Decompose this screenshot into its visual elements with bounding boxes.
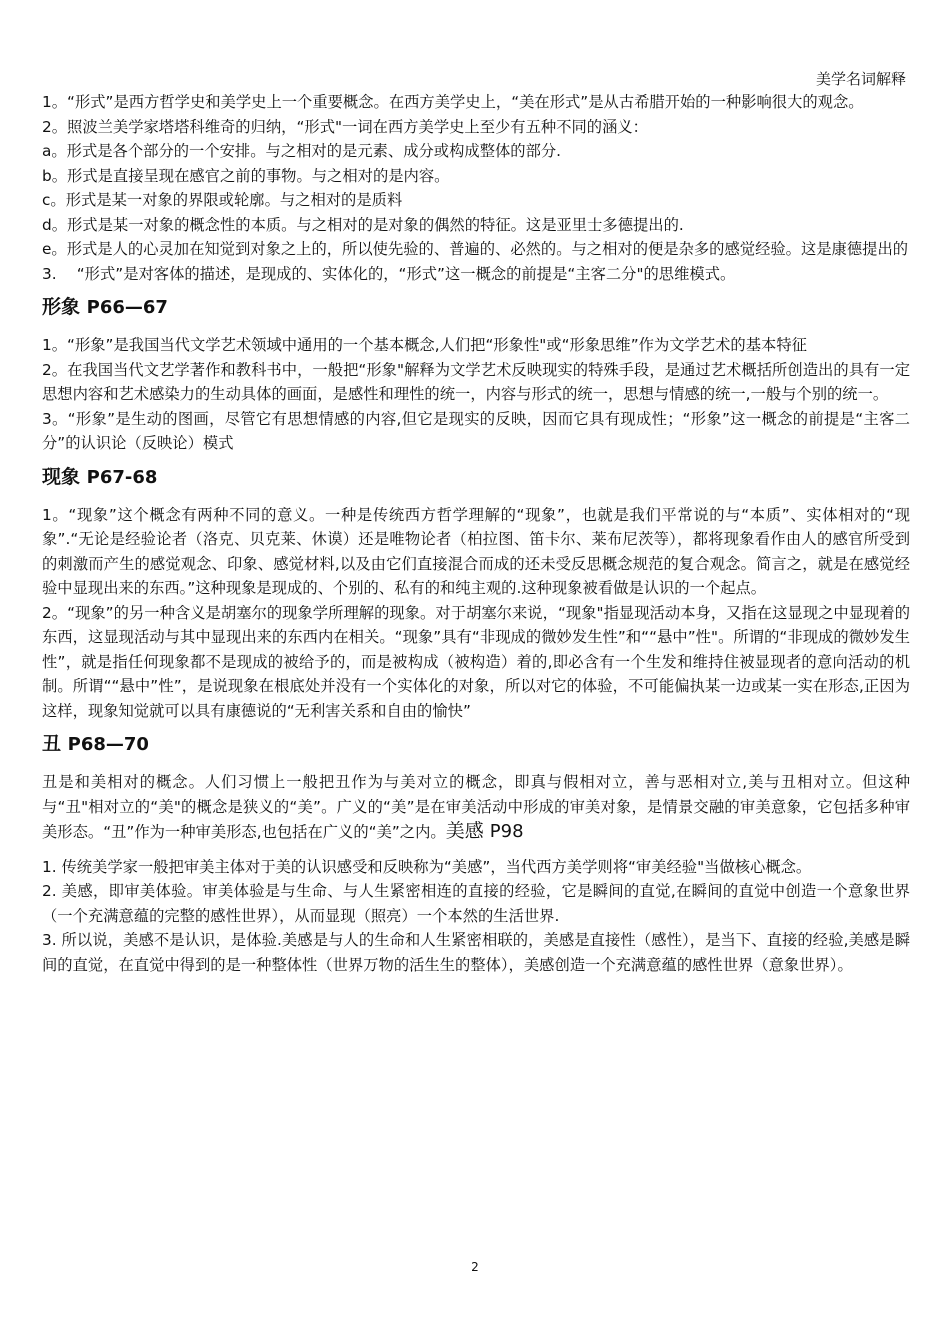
form-paragraph-3: 3. “形式”是对客体的描述，是现成的、实体化的，“形式”这一概念的前提是“主客二分"的思维模式。	[42, 264, 736, 283]
phenomenon-paragraph-2: 2。“现象”的另一种含义是胡塞尔的现象学所理解的现象。对于胡塞尔来说，“现象"指显现活动本身，又指在这显现之中显现着的东西，这显现活动与其中显现出来的东西内在相关。“现象”具有“非现成的微妙发生性”和““悬中”性"。所谓的“非现成的微妙发生性”，就是指任何现象都不是现成的被给予的，而是被构成（被构造）着的,即必含有一个生发和维持住被显现者的意向活动的机制。所谓““悬中”性”，是说现象在根底处并没有一个实体化的对象，所以对它的体验，不可能偏执某一边或某一实在形态,正因为这样，现象知觉就可以具有康德说的“无利害关系和自由的愉快”	[42, 603, 910, 720]
document-header-title: 美学名词解释	[815, 70, 906, 88]
page-number: 2	[471, 1260, 479, 1274]
image-paragraph-3: 3。“形象”是生动的图画，尽管它有思想情感的内容,但它是现实的反映，因而它具有现成性；“形象”这一概念的前提是“主客二分”的认识论（反映论）模式	[42, 409, 910, 452]
section-ugly	[42, 729, 910, 845]
image-paragraph-1: 1。“形象”是我国当代文学艺术领域中通用的一个基本概念,人们把“形象性"或“形象思维”作为文学艺术的基本特征	[42, 336, 807, 354]
section-form	[42, 90, 910, 286]
form-paragraph-1: 1。“形式”是西方哲学史和美学史上一个重要概念。在西方美学史上，“美在形式”是从古希腊开始的一种影响很大的观念。	[42, 93, 864, 111]
section-heading-aesthetic-sense	[446, 820, 524, 842]
section-heading-ugly	[42, 729, 910, 760]
section-heading-image	[42, 292, 910, 323]
heading-pages: P98	[489, 821, 524, 842]
ugly-paragraph	[42, 770, 910, 845]
form-item-a: a。形式是各个部分的一个安排。与之相对的是元素、成分或构成整体的部分.	[42, 142, 562, 160]
aesthetic-paragraph-2: 2. 美感，即审美体验。审美体验是与生命、与人生紧密相连的直接的经验，它是瞬间的直觉,在瞬间的直觉中创造一个意象世界（一个充满意蕴的完整的感性世界），从而显现（照亮）一个本然的生活世界.	[42, 882, 910, 925]
form-item-e: e。形式是人的心灵加在知觉到对象之上的，所以使先验的、普遍的、必然的。与之相对的便是杂多的感觉经验。这是康德提出的	[42, 240, 909, 258]
heading-word: 现象	[42, 465, 81, 488]
form-item-c: c。形式是某一对象的界限或轮廓。与之相对的是质料	[42, 191, 403, 209]
heading-word: 美感	[445, 820, 484, 842]
heading-word: 形象	[42, 296, 81, 318]
phenomenon-paragraph-1: 1。“现象”这个概念有两种不同的意义。一种是传统西方哲学理解的“现象”，也就是我们平常说的与“本质”、实体相对的“现象”.“无论是经验论者（洛克、贝克莱、休谟）还是唯物论者（柏拉图、笛卡尔、莱布尼茨等），都将现象看作由人的感官所受到的刺激而产生的感觉观念、印象、感觉材料,以及由它们直接混合而成的还未受反思概念规范的复合观念。简言之，就是在感觉经验中显现出来的东西。”这种现象是现成的、个别的、私有的和纯主观的.这种现象被看做是认识的一个起点。	[42, 505, 910, 597]
section-aesthetic-sense	[42, 855, 910, 978]
form-paragraph-2: 2。照波兰美学家塔塔科维奇的归纳，“形式"一词在西方美学史上至少有五种不同的涵义：	[42, 117, 648, 136]
aesthetic-paragraph-1: 1. 传统美学家一般把审美主体对于美的认识感受和反映称为“美感”，当代西方美学则将“审美经验"当做核心概念。	[42, 857, 812, 876]
section-heading-phenomenon	[42, 462, 910, 493]
section-phenomenon	[42, 462, 910, 724]
heading-pages: P68—70	[67, 734, 149, 755]
section-image	[42, 292, 910, 456]
ugly-paragraph-text: 丑是和美相对的概念。人们习惯上一般把丑作为与美对立的概念，即真与假相对立，善与恶相对立,美与丑相对立。但这种与“丑"相对立的“美"的概念是狭义的“美”。广义的“美”是在审美活动中形成的审美对象，是情景交融的审美意象，它包括多种审美形态。“丑”作为一种审美形态,也包括在广义的“美”之内。	[42, 773, 910, 841]
form-item-b: b。形式是直接呈现在感官之前的事物。与之相对的是内容。	[42, 166, 450, 185]
heading-pages: P66—67	[86, 297, 168, 318]
document-body	[42, 90, 910, 977]
heading-word: 丑	[42, 733, 62, 755]
image-paragraph-2: 2。在我国当代文艺学著作和教科书中，一般把“形象"解释为文学艺术反映现实的特殊手段，是通过艺术概括所创造出的具有一定思想内容和艺术感染力的生动具体的画面，是感性和理性的统一，内容与形式的统一，思想与情感的统一,一般与个别的统一。	[42, 360, 910, 403]
aesthetic-paragraph-3: 3. 所以说，美感不是认识，是体验.美感是与人的生命和人生紧密相联的，美感是直接性（感性），是当下、直接的经验,美感是瞬间的直觉，在直觉中得到的是一种整体性（世界万物的活生生的整体），美感创造一个充满意蕴的感性世界（意象世界）。	[42, 931, 910, 974]
heading-pages: P67-68	[86, 466, 158, 488]
form-item-d: d。形式是某一对象的概念性的本质。与之相对的是对象的偶然的特征。这是亚里士多德提出的.	[42, 215, 684, 234]
